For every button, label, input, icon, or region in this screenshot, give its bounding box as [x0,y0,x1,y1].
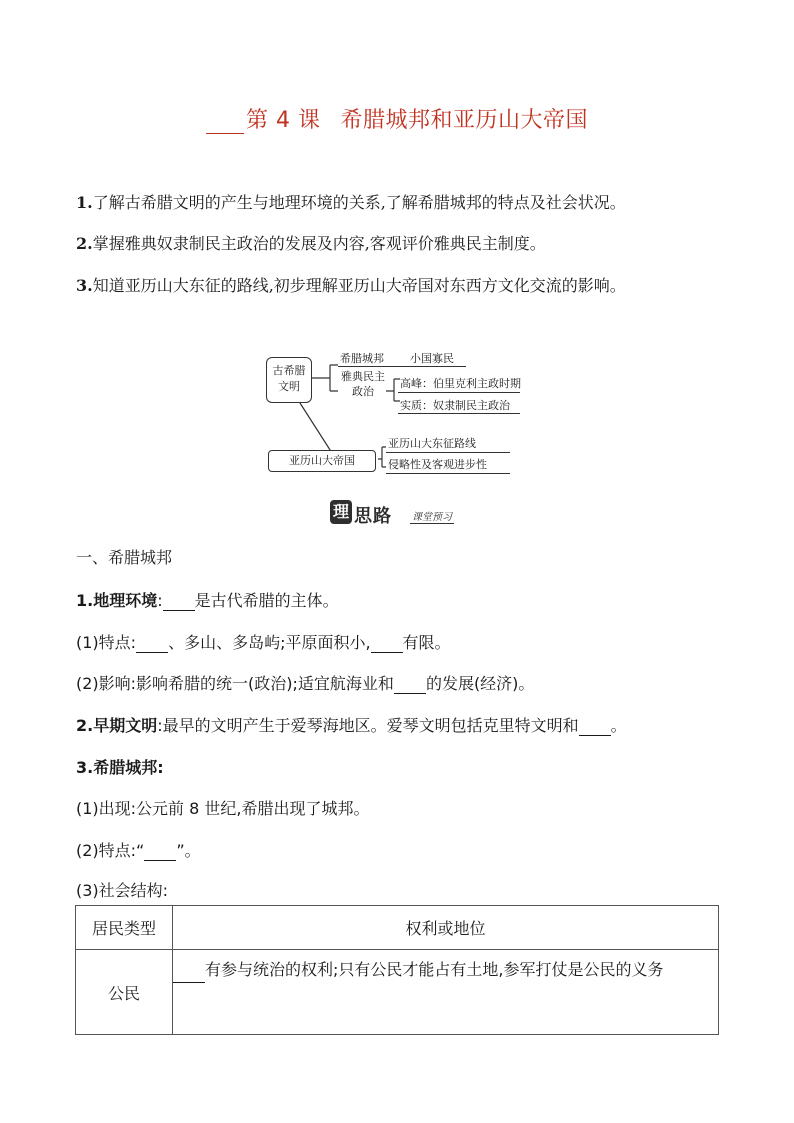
thinking-logo [330,500,470,528]
social-structure-table [75,905,719,1035]
diagram-root: 古希腊 文明 [266,357,312,403]
table-header-rights: 权利或地位 [173,906,719,950]
table-header-row [76,906,719,950]
diagram-branch1-desc: 小国寡民 [410,352,454,365]
paragraph-geo: 1.地理环境: 是古代希腊的主体。 [76,591,339,610]
diagram-branch3-item2: 侵略性及客观进步性 [388,458,487,471]
fill-blank [173,966,205,983]
paragraph-impact: (2)影响:影响希腊的统一(政治);适宜航海业和 的发展(经济)。 [76,674,535,693]
paragraph-appearance: (1)出现:公元前 8 世纪,希腊出现了城邦。 [76,799,370,818]
logo-badge: 理 [330,500,352,524]
table-header-type: 居民类型 [76,906,173,950]
title-blank [206,113,244,134]
objective-2: 2.掌握雅典奴隶制民主政治的发展及内容,客观评价雅典民主制度。 [76,234,546,253]
table-cell-desc: 有参与统治的权利;只有公民才能占有土地,参军打仗是公民的义务 [173,950,719,1035]
fill-blank [136,636,168,653]
diagram-branch2-item2: 实质：奴隶制民主政治 [400,399,510,412]
table-row [76,950,719,1035]
fill-blank [144,844,176,861]
paragraph-early-civ: 2.早期文明:最早的文明产生于爱琴海地区。爱琴文明包括克里特文明和 。 [76,716,627,735]
diagram-branch2-item1: 高峰：伯里克利主政时期 [400,377,521,390]
paragraph-characteristic: (2)特点:“ ”。 [76,841,201,860]
paragraph-structure: (3)社会结构: [76,881,169,900]
paragraph-city-state: 3.希腊城邦: [76,758,164,777]
lesson-topic: 希腊城邦和亚历山大帝国 [340,108,588,133]
fill-blank [394,677,426,694]
lesson-number: 第 4 课 [246,108,321,133]
knowledge-diagram [260,345,520,480]
logo-main-text: 思路 [354,506,392,527]
fill-blank [579,719,611,736]
objective-3: 3.知道亚历山大东征的路线,初步理解亚历山大帝国对东西方文化交流的影响。 [76,276,626,295]
objective-1: 1.了解古希腊文明的产生与地理环境的关系,了解希腊城邦的特点及社会状况。 [76,193,626,212]
paragraph-features: (1)特点: 、多山、多岛屿;平原面积小, 有限。 [76,633,451,652]
section-heading: 一、希腊城邦 [76,548,173,567]
diagram-branch2: 雅典民主 政治 [341,370,385,398]
table-cell-type: 公民 [76,950,173,1035]
fill-blank [371,636,403,653]
diagram-branch3-item1: 亚历山大东征路线 [388,437,476,450]
diagram-branch1: 希腊城邦 [340,352,384,365]
diagram-branch3: 亚历山大帝国 [268,450,376,472]
fill-blank [163,594,195,611]
logo-sub-text: 课堂预习 [410,508,454,524]
page-title [0,103,794,134]
